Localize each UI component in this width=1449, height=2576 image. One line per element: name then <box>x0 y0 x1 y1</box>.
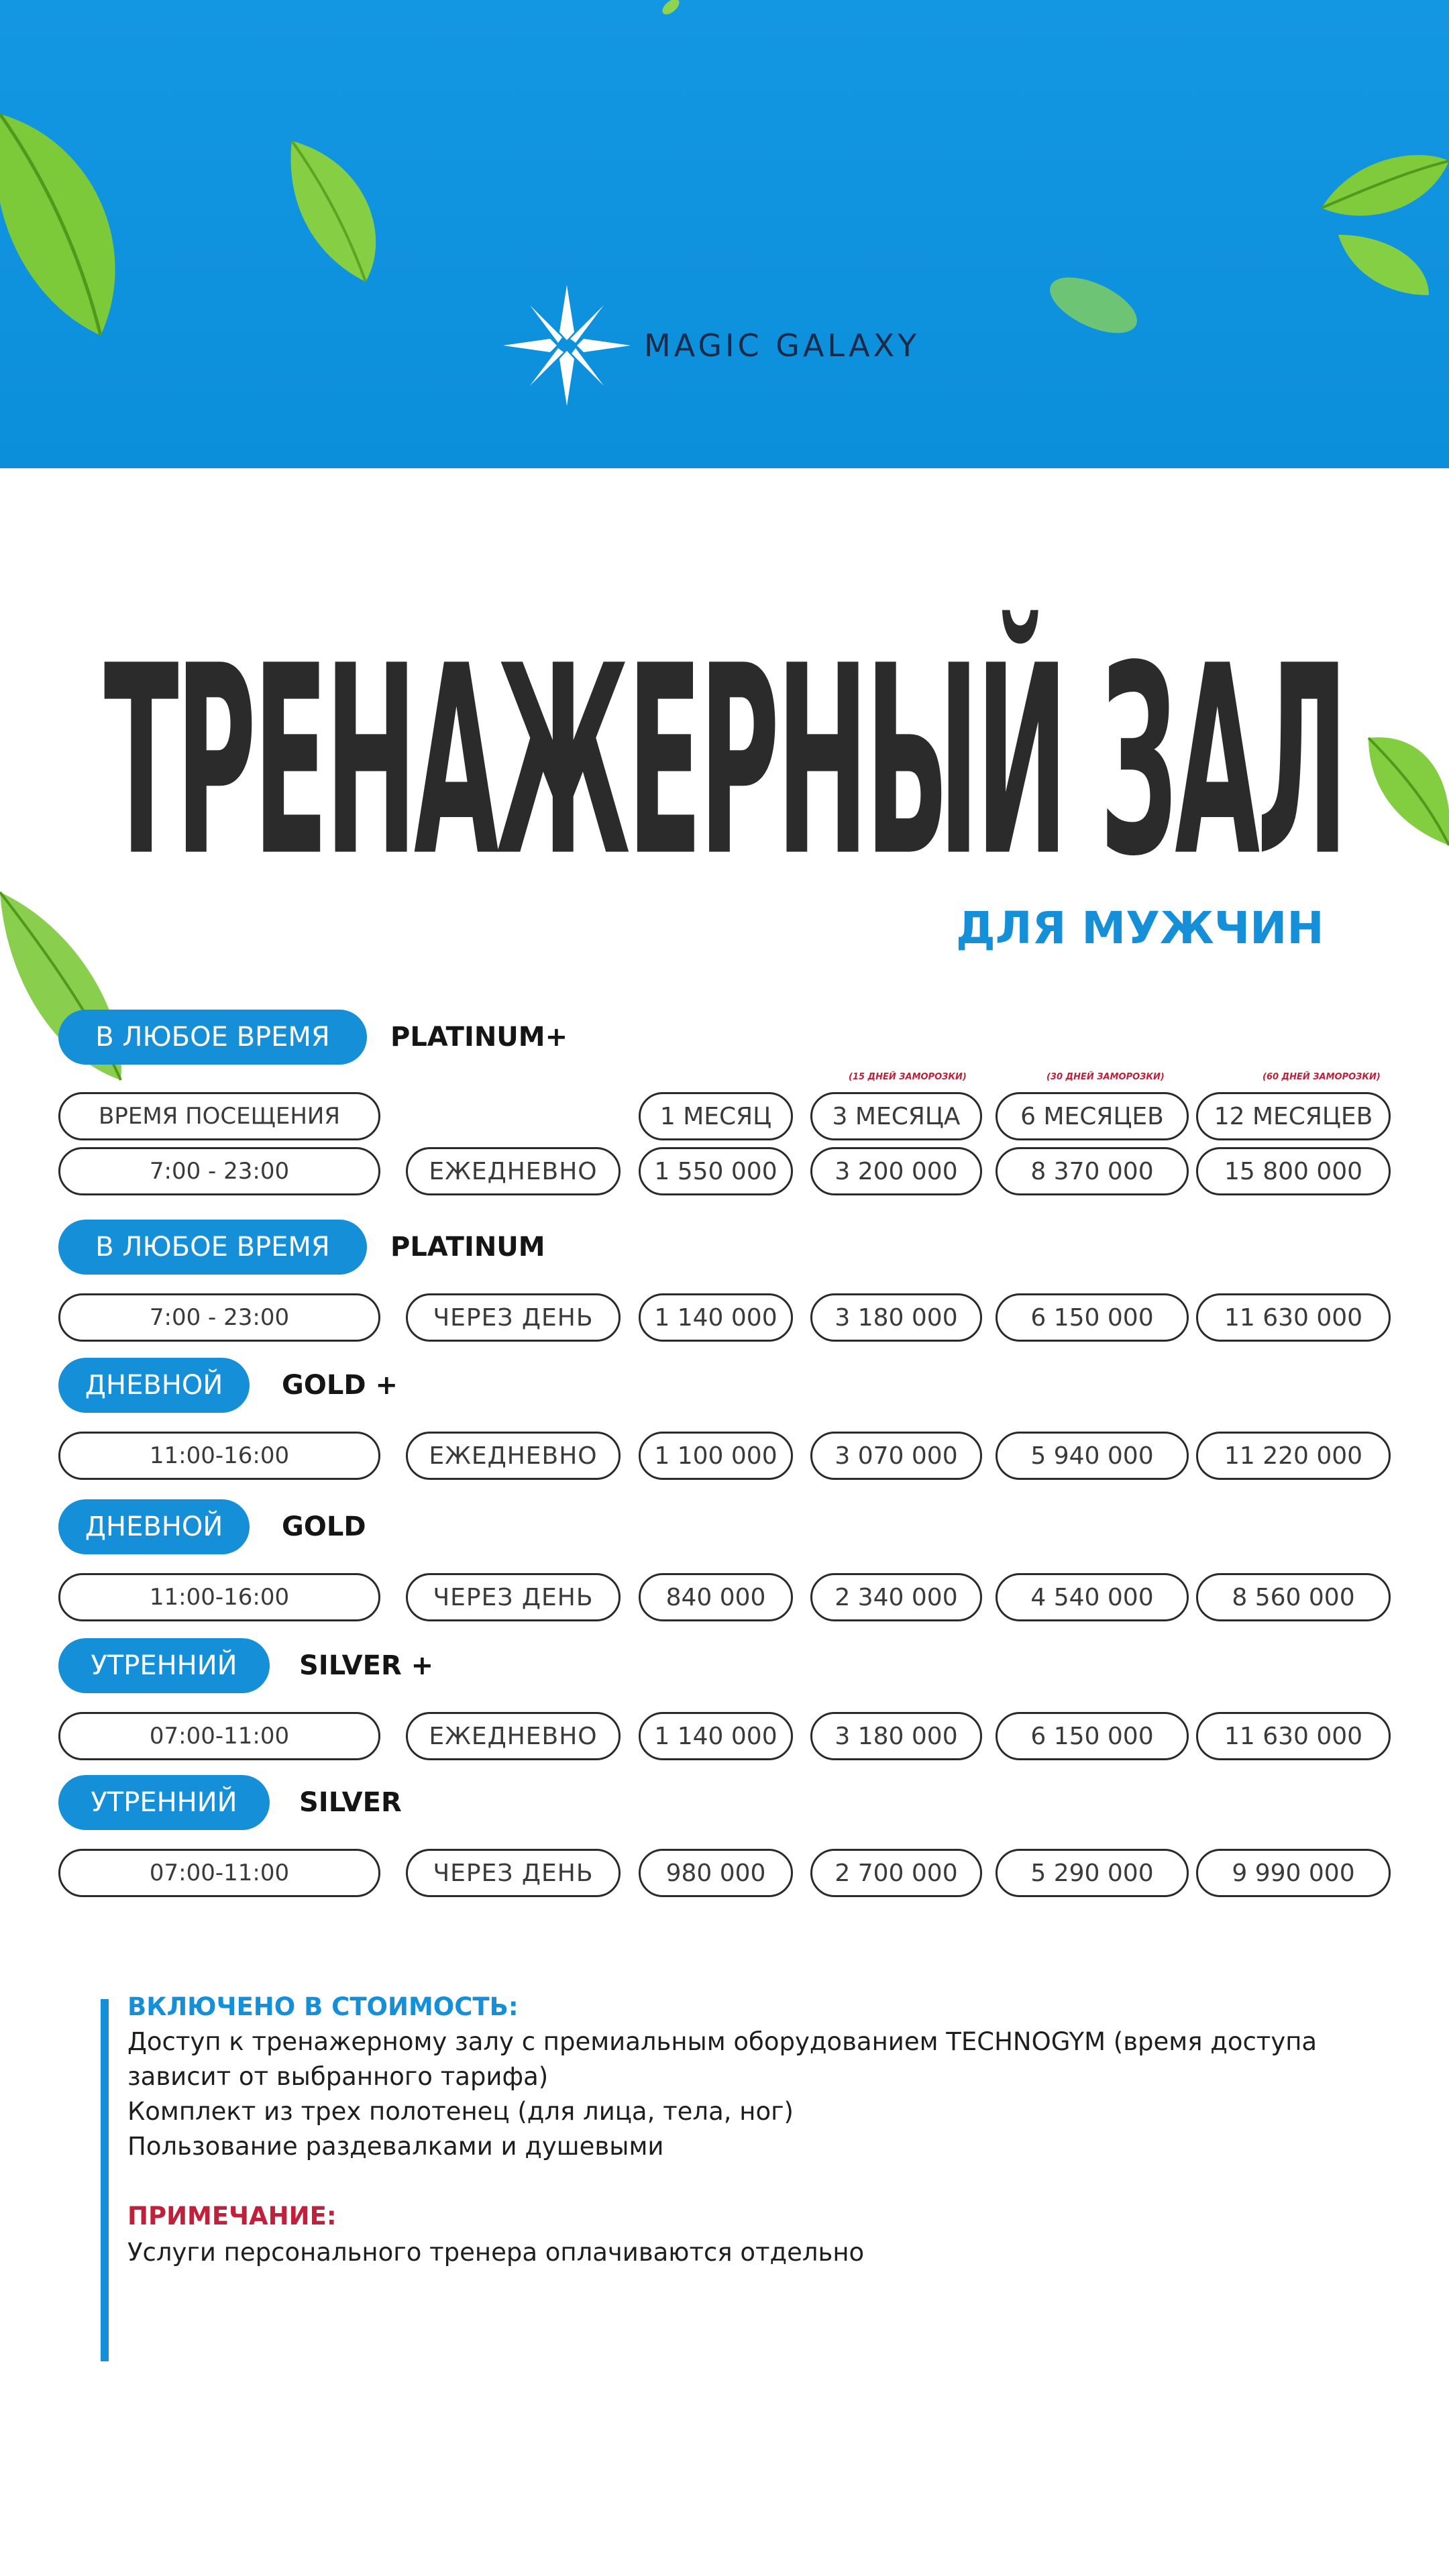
freeze-note: (60 ДНЕЙ ЗАМОРОЗКИ) <box>1263 1072 1381 1082</box>
price-pill: 1 550 000 <box>639 1147 793 1195</box>
freeze-note: (15 ДНЕЙ ЗАМОРОЗКИ) <box>849 1072 967 1082</box>
price-pill: 2 340 000 <box>810 1573 982 1621</box>
included-line: зависит от выбранного тарифа) <box>127 2062 549 2091</box>
leaf-icon <box>1315 148 1449 228</box>
price-pill: 11 630 000 <box>1196 1293 1391 1342</box>
tariff-tag: В ЛЮБОЕ ВРЕМЯ <box>58 1010 367 1065</box>
frequency-pill: ЧЕРЕЗ ДЕНЬ <box>406 1849 621 1897</box>
price-pill: 4 540 000 <box>996 1573 1189 1621</box>
visit-time-pill: 7:00 - 23:00 <box>58 1293 380 1342</box>
included-line: Комплект из трех полотенец (для лица, тела, ног) <box>127 2097 794 2126</box>
price-pill: 3 180 000 <box>810 1293 982 1342</box>
price-pill: 8 560 000 <box>1196 1573 1391 1621</box>
period-header-pill: 1 МЕСЯЦ <box>639 1092 793 1140</box>
tariff-tier: PLATINUM <box>390 1232 545 1263</box>
tariff-tier: SILVER <box>299 1787 402 1818</box>
price-pill: 15 800 000 <box>1196 1147 1391 1195</box>
tariff-tag: ДНЕВНОЙ <box>58 1499 250 1554</box>
page-title: ТРЕНАЖЕРНЫЙ ЗАЛ <box>104 609 1345 914</box>
leaf-icon <box>1043 268 1144 342</box>
note-line: Услуги персонального тренера оплачиваются отдельно <box>127 2238 865 2267</box>
freeze-note: (30 ДНЕЙ ЗАМОРОЗКИ) <box>1046 1072 1165 1082</box>
price-pill: 2 700 000 <box>810 1849 982 1897</box>
included-line: Доступ к тренажерному залу с премиальным оборудованием TECHNOGYM (время доступа <box>127 2027 1318 2056</box>
visit-time-pill: 7:00 - 23:00 <box>58 1147 380 1195</box>
price-pill: 5 940 000 <box>996 1432 1189 1480</box>
frequency-pill: ЧЕРЕЗ ДЕНЬ <box>406 1573 621 1621</box>
tariff-tag: ДНЕВНОЙ <box>58 1358 250 1413</box>
price-pill: 8 370 000 <box>996 1147 1189 1195</box>
price-pill: 1 140 000 <box>639 1712 793 1760</box>
tariff-tier: SILVER + <box>299 1650 434 1681</box>
info-accent-bar <box>101 1999 109 2361</box>
tariff-tag: В ЛЮБОЕ ВРЕМЯ <box>58 1220 367 1275</box>
brand-logo <box>503 285 920 406</box>
price-pill: 840 000 <box>639 1573 793 1621</box>
leaf-icon <box>285 134 386 288</box>
period-header-pill: 12 МЕСЯЦЕВ <box>1196 1092 1391 1140</box>
visit-time-pill: 11:00-16:00 <box>58 1573 380 1621</box>
period-header-pill: 3 МЕСЯЦА <box>810 1092 982 1140</box>
included-heading: ВКЛЮЧЕНО В СТОИМОСТЬ: <box>127 1992 519 2021</box>
leaf-icon <box>657 0 684 20</box>
price-pill: 1 100 000 <box>639 1432 793 1480</box>
price-pill: 9 990 000 <box>1196 1849 1391 1897</box>
star-logo-icon <box>503 285 631 406</box>
leaf-icon <box>0 101 141 349</box>
price-pill: 3 070 000 <box>810 1432 982 1480</box>
price-pill: 11 220 000 <box>1196 1432 1391 1480</box>
header-banner <box>0 0 1449 468</box>
visit-time-pill: 07:00-11:00 <box>58 1712 380 1760</box>
frequency-pill: ЕЖЕДНЕВНО <box>406 1147 621 1195</box>
period-header-pill: 6 МЕСЯЦЕВ <box>996 1092 1189 1140</box>
frequency-pill: ЕЖЕДНЕВНО <box>406 1432 621 1480</box>
tariff-tier: PLATINUM+ <box>390 1022 568 1053</box>
price-pill: 3 180 000 <box>810 1712 982 1760</box>
price-pill: 980 000 <box>639 1849 793 1897</box>
visit-time-pill: 07:00-11:00 <box>58 1849 380 1897</box>
tariff-tier: GOLD + <box>282 1370 398 1401</box>
brand-name: MAGIC GALAXY <box>644 327 920 364</box>
leaf-icon <box>1335 228 1436 302</box>
tariff-tag: УТРЕННИЙ <box>58 1638 270 1693</box>
time-header-pill: ВРЕМЯ ПОСЕЩЕНИЯ <box>58 1092 380 1140</box>
price-pill: 5 290 000 <box>996 1849 1189 1897</box>
price-pill: 1 140 000 <box>639 1293 793 1342</box>
page-subtitle: ДЛЯ МУЖЧИН <box>956 902 1324 954</box>
frequency-pill: ЕЖЕДНЕВНО <box>406 1712 621 1760</box>
visit-time-pill: 11:00-16:00 <box>58 1432 380 1480</box>
price-pill: 6 150 000 <box>996 1293 1189 1342</box>
price-pill: 11 630 000 <box>1196 1712 1391 1760</box>
tariff-tag: УТРЕННИЙ <box>58 1775 270 1830</box>
frequency-pill: ЧЕРЕЗ ДЕНЬ <box>406 1293 621 1342</box>
price-pill: 3 200 000 <box>810 1147 982 1195</box>
included-line: Пользование раздевалками и душевыми <box>127 2132 664 2161</box>
price-pill: 6 150 000 <box>996 1712 1189 1760</box>
tariff-tier: GOLD <box>282 1511 366 1542</box>
note-heading: ПРИМЕЧАНИЕ: <box>127 2202 337 2231</box>
